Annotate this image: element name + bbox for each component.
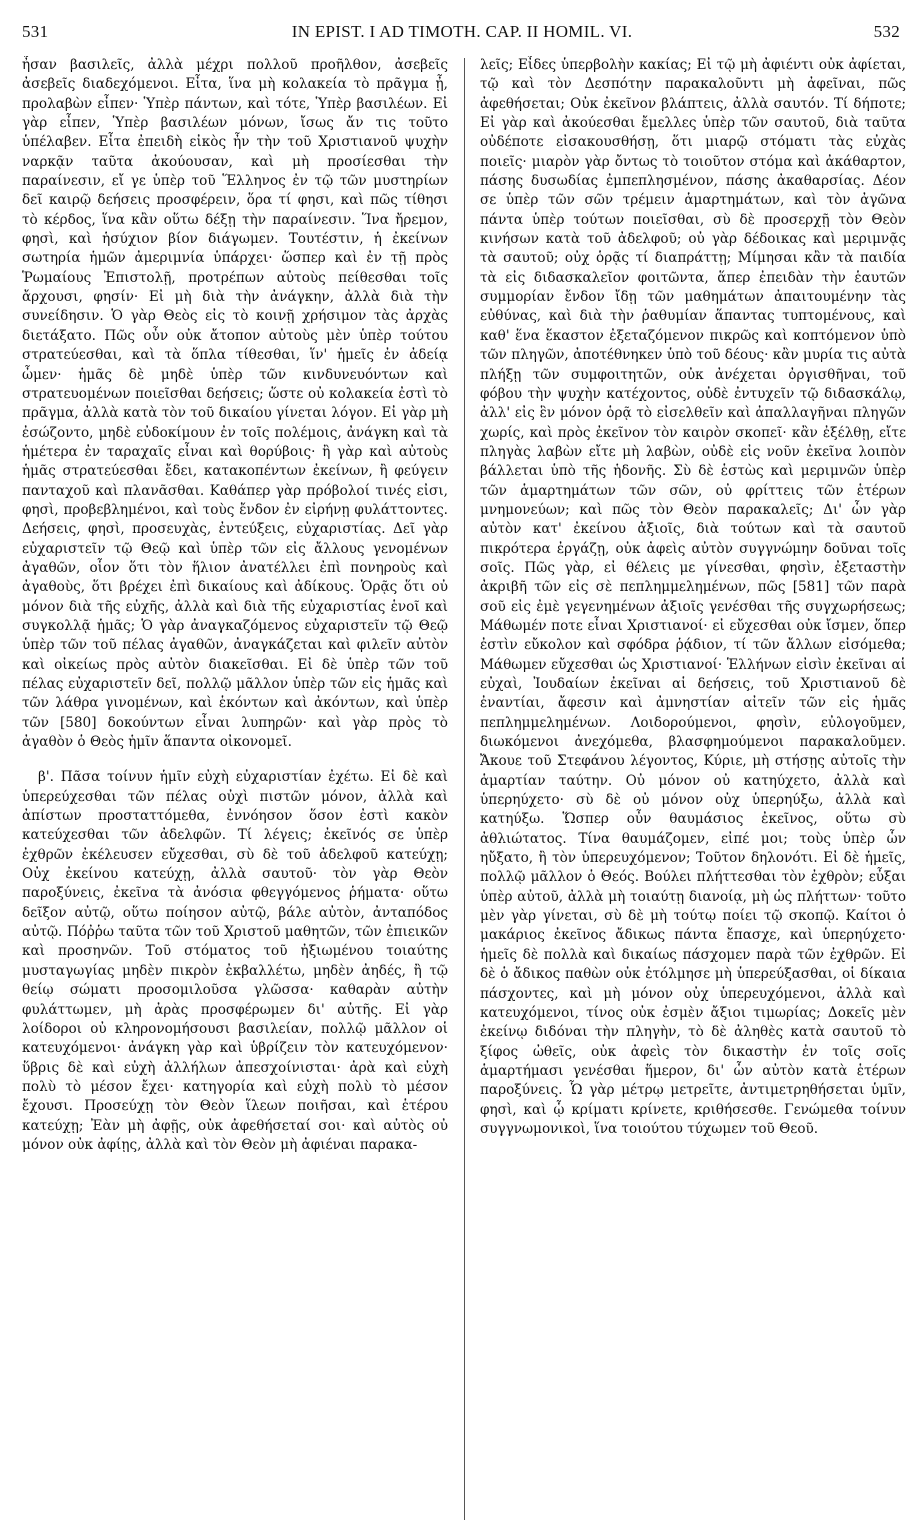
left-paragraph-1: ἦσαν βασιλεῖς, ἀλλὰ μέχρι πολλοῦ προῆλθον, ἀσεβεῖς ἀσεβεῖς διαδεχόμενοι. Εἶτα, ἵνα μὴ κολακεία τὸ πρᾶγμα ᾖ, προλαβὼν εἶπεν· Ὑπὲρ πάντων, καὶ τότε, Ὑπὲρ βασιλέων. Εἰ γὰρ εἶπεν, Ὑπὲρ βασιλέων μόνων, ἴσως ἄν τις τοῦτο ὑπέλαβεν. Εἶτα ἐπειδὴ εἰκὸς ἦν τὴν τοῦ Χριστιανοῦ ψυχὴν ναρκᾷν ταῦτα ἀκούουσαν, καὶ μὴ προσίεσθαι τὴν παραίνεσιν, εἴ γε ὑπὲρ τοῦ Ἕλληνος ἐν τῷ τῶν μυστηρίων δεῖ καιρῷ δεήσεις προσφέρειν, ὅρα τί φησι, καὶ πῶς τίθησι τὸ κέρδος, ἵνα κἂν οὕτω δέξῃ τὴν παραίνεσιν. Ἵνα ἤρεμον, φησὶ, καὶ ἡσύχιον βίον διάγωμεν. Τουτέστιν, ἡ ἐκείνων σωτηρία ἡμῶν ἀμεριμνία ὑπάρχει· ὥσπερ καὶ ἐν τῇ πρὸς Ῥωμαίους Ἐπιστολῇ, προτρέπων αὐτοὺς πείθεσθαι τοῖς ἄρχουσι, φησίν· Εἰ μὴ διὰ τὴν ἀνάγκην, ἀλλὰ διὰ τὴν συνείδησιν. Ὁ γὰρ Θεὸς εἰς τὸ κοινῇ χρήσιμον τὰς ἀρχὰς διετάξατο. Πῶς οὖν οὐκ ἄτοπον αὐτοὺς μὲν ὑπὲρ τούτου στρατεύεσθαι, καὶ τὰ ὅπλα τίθεσθαι, ἵν' ἡμεῖς ἐν ἀδείᾳ ὦμεν· ἡμᾶς δὲ μηδὲ ὑπὲρ τῶν κινδυνευόντων καὶ στρατευομένων ποιεῖσθαι δεήσεις; ὥστε οὐ κολακεία ἐστὶ τὸ πρᾶγμα, ἀλλὰ κατὰ τὸν τοῦ δικαίου γίνεται λόγον. Εἰ γὰρ μὴ ἐσώζοντο, μηδὲ εὐδοκίμουν ἐν τοῖς πολέμοις, ἀνάγκη καὶ τὰ ἡμέτερα ἐν ταραχαῖς εἶναι καὶ θορύβοις· ἢ γὰρ καὶ αὐτοὺς ἡμᾶς στρατεύεσθαι ἔδει, κατακοπέντων ἐκείνων, ἢ φεύγειν πανταχοῦ καὶ πλανᾶσθαι. Καθάπερ γὰρ πρόβολοί τινές εἰσι, φησὶ, προβεβλημένοι, καὶ τοὺς ἔνδον ἐν εἰρήνῃ φυλάττοντες. Δεήσεις, φησὶ, προσευχὰς, ἐντεύξεις, εὐχαριστίας. Δεῖ γὰρ εὐχαριστεῖν τῷ Θεῷ καὶ ὑπὲρ τῶν εἰς ἄλλους γενομένων ἀγαθῶν, οἷον ὅτι τὸν ἥλιον ἀνατέλλει ἐπὶ πονηροὺς καὶ ἀγαθοὺς, ὅτι βρέχει ἐπὶ δικαίους καὶ ἀδίκους. Ὁρᾷς ὅτι οὐ μόνον διὰ τῆς εὐχῆς, ἀλλὰ καὶ διὰ τῆς εὐχαριστίας ἑνοῖ καὶ συγκολλᾷ ἡμᾶς; Ὁ γὰρ ἀναγκαζόμενος εὐχαριστεῖν τῷ Θεῷ ὑπὲρ τῶν τοῦ πέλας ἀγαθῶν, ἀναγκάζεται καὶ φιλεῖν αὐτὸν καὶ οἰκείως πρὸς αὐτὸν διακεῖσθαι. Εἰ δὲ ὑπὲρ τῶν τοῦ πέλας εὐχαριστεῖν δεῖ, πολλῷ μᾶλλον ὑπὲρ τῶν εἰς ἡμᾶς καὶ τῶν λάθρα γινομένων, καὶ ἑκόντων καὶ ἀκόντων, καὶ ὑπὲρ τῶν [580] δοκούντων εἶναι λυπηρῶν· καὶ γὰρ πρὸς τὸ ἀγαθὸν ὁ Θεὸς ἡμῖν ἅπαντα οἰκονομεῖ. bbox=[22, 57, 448, 751]
page bbox=[18, 22, 906, 1522]
left-column bbox=[22, 56, 448, 1522]
column-divider bbox=[464, 58, 465, 1520]
page-number-left: 531 bbox=[22, 22, 49, 41]
left-paragraph-2: β'. Πᾶσα τοίνυν ἡμῖν εὐχὴ εὐχαριστίαν ἐχέτω. Εἰ δὲ καὶ ὑπερεύχεσθαι τῶν πέλας οὐχὶ πιστῶν μόνον, ἀλλὰ καὶ ἀπίστων προσταττόμεθα, ἐννόησον ὅσον ἐστὶ κακὸν κατεύχεσθαι τῶν ἀδελφῶν. Τί λέγεις; ἐκεῖνός σε ὑπὲρ ἐχθρῶν ἐκέλευσεν εὔχεσθαι, σὺ δὲ τοῦ ἀδελφοῦ κατεύχῃ; Οὐχ ἐκείνου κατεύχῃ, ἀλλὰ σαυτοῦ· τὸν γὰρ Θεὸν παροξύνεις, ἐκεῖνα τὰ ἀνόσια φθεγγόμενος ῥήματα· οὕτω δεῖξον αὐτῷ, οὕτω ποίησον αὐτῷ, βάλε αὐτὸν, ἀνταπόδος αὐτῷ. Πόῤῥω ταῦτα τῶν τοῦ Χριστοῦ μαθητῶν, τῶν ἐπιεικῶν καὶ πρoσηνῶν. Τοῦ στόματος τοῦ ἠξιωμένου τοιαύτης μυσταγωγίας μηδὲν πικρὸν ἐκβαλλέτω, μηδὲν ἀηδές, ἢ τῷ θείῳ σώματι προσομιλοῦσα γλῶσσα· καθαρὰν αὐτὴν φυλάττωμεν, μὴ ἀρὰς προσφέρωμεν δι' αὐτῆς. Εἰ γὰρ λοίδοροι οὐ κληρονομήσουσι βασιλείαν, πολλῷ μᾶλλον οἱ κατευχόμενοι· ἀνάγκη γὰρ καὶ ὑβρίζειν τὸν κατευχόμενον· ὕβρις δὲ καὶ εὐχὴ ἀλλήλων ἀπεσχοίνισται· ἀρὰ καὶ εὐχὴ πολὺ τὸ μέσον ἔχει· κατηγορία καὶ εὐχὴ πολὺ τὸ μέσον ἔχουσι. Προσεύχῃ τὸν Θεὸν ἵλεων ποιῆσαι, καὶ ἑτέρου κατεύχῃ; Ἐὰν μὴ ἀφῇς, οὐκ ἀφεθήσεταί σοι· καὶ αὐτὸς οὐ μόνον οὐκ ἀφίῃς, ἀλλὰ καὶ τὸν Θεὸν μὴ ἀφιέναι παρακα- bbox=[22, 769, 448, 1153]
right-paragraph-1: λεῖς; Εἶδες ὑπερβολὴν κακίας; Εἰ τῷ μὴ ἀφιέντι οὐκ ἀφίεται, τῷ καὶ τὸν Δεσπότην παρακαλοῦντι μὴ ἀφεῖναι, πῶς ἀφεθήσεται; Οὐκ ἐκεῖνον βλάπτεις, ἀλλὰ σαυτόν. Τί δήποτε; Εἰ γὰρ καὶ ἀκούεσθαι ἔμελλες ὑπὲρ τῶν σαυτοῦ, διὰ ταῦτα οὐδέποτε εἰσακουσθήσῃ, ὅτι μιαρῷ στόματι τὰς εὐχὰς ποιεῖς· μιαρὸν γὰρ ὄντως τὸ τοιοῦτον στόμα καὶ ἀκάθαρτον, πάσης δυσωδίας ἐμπεπλησμένον, πάσης ἀκαθαρσίας. Δέον σε ὑπὲρ τῶν σῶν τρέμειν ἁμαρτημάτων, καὶ τὸν ἀγῶνα πάντα ὑπὲρ τούτων ποιεῖσθαι, σὺ δὲ προσερχῇ τὸν Θεὸν κινήσων κατὰ τοῦ ἀδελφοῦ; οὐ γὰρ δέδοικας καὶ μεριμνᾷς τὰ σαυτοῦ; οὐχ ὁρᾷς τί διαπράττῃ; Μίμησαι κἂν τὰ παιδία τὰ εἰς διδασκαλεῖον φοιτῶντα, ἅπερ ἐπειδὰν τὴν ἑαυτῶν συμμορίαν ἔνδον ἴδῃ τῶν μαθημάτων ἀπαιτουμένην τὰς εὐθύνας, καὶ διὰ τὴν ῥαθυμίαν ἅπαντας τυπτομένους, καὶ καθ' ἕνα ἕκαστον ἐξεταζόμενον πικρῶς καὶ κοπτόμενον ὑπὸ τῶν πληγῶν, ἀποτέθνηκεν ὑπὸ τοῦ δέους· κἂν μυρία τις αὐτὰ πλήξῃ τῶν συμφοιτητῶν, οὐκ ἀνέχεται ὀργισθῆναι, τοῦ φόβου τὴν ψυχὴν κατέχοντος, οὐδὲ ἐντυχεῖν τῷ διδασκάλῳ, ἀλλ' εἰς ἓν μόνον ὁρᾷ τὸ εἰσελθεῖν καὶ ἀπαλλαγῆναι πληγῶν χωρίς, καὶ πρὸς ἐκεῖνον τὸν καιρὸν σκοπεῖ· κἂν ἐξέλθῃ, εἴτε πληγὰς λαβὼν εἴτε μὴ λαβὼν, οὐδὲ εἰς νοῦν ἐκεῖνα λοιπὸν βάλλεται ὑπὸ τῆς ἡδονῆς. Σὺ δὲ ἑστὼς καὶ μεριμνῶν ὑπὲρ τῶν ἁμαρτημάτων τῶν σῶν, οὐ φρίττεις τῶν ἑτέρων μνημονεύων; καὶ πῶς τὸν Θεὸν παρακαλεῖς; Δι' ὧν γὰρ αὐτὸν κατ' ἐκείνου ἀξιοῖς, διὰ τούτων καὶ τὰ σαυτοῦ πικρότερα ἐργάζῃ, οὐκ ἀφεὶς αὐτὸν συγγνώμην δοῦναι τοῖς σοῖς. Πῶς γὰρ, εἰ θέλεις με γίνεσθαι, φησὶν, ἐξεταστὴν ἀκριβῆ τῶν εἰς σὲ πεπλημμελημένων, πῶς [581] τῶν παρὰ σοῦ εἰς ἐμὲ γεγενημένων ἀξιοῖς γενέσθαι τῆς συγχωρήσεως; Μάθωμέν ποτε εἶναι Χριστιανοί· εἰ εὔχεσθαι οὐκ ἴσμεν, ὅπερ ἐστὶν εὔκολον καὶ σφόδρα ῥᾴδιον, τί τῶν ἄλλων εἰσόμεθα; Μάθωμεν εὔχεσθαι ὡς Χριστιανοί· Ἑλλήνων εἰσὶν ἐκεῖναι αἱ εὐχαὶ, Ἰουδαίων ἐκεῖναι αἱ δεήσεις, τοῦ Χριστιανοῦ δὲ ἐναντίαι, ἄφεσιν καὶ ἀμνηστίαν αἰτεῖν τῶν εἰς ἡμᾶς πεπλημμελημένων. Λοιδορούμενοι, φησὶν, εὐλογοῦμεν, διωκόμενοι ἀνεχόμεθα, βλασφημούμενοι παρακαλοῦμεν. Ἄκουε τοῦ Στεφάνου λέγοντος, Κύριε, μὴ στήσῃς αὐτοῖς τὴν ἁμαρτίαν ταύτην. Οὐ μόνον οὐ κατηύχετο, ἀλλὰ καὶ ὑπερηύχετο· σὺ δὲ οὐ μόνον οὐχ ὑπερηύξω, ἀλλὰ καὶ κατηύξω. Ὥσπερ οὖν θαυμάσιος ἐκεῖνος, οὕτω σὺ ἀθλιώτατος. Τίνα θαυμάζομεν, εἰπέ μοι; τοὺς ὑπὲρ ὧν ηὔξατο, ἢ τὸν ὑπερευχόμενον; Τοῦτον δηλονότι. Εἰ δὲ ἡμεῖς, πολλῷ μᾶλλον ὁ Θεός. Βούλει πλήττεσθαι τὸν ἐχθρὸν; εὖξαι ὑπὲρ αὐτοῦ, ἀλλὰ μὴ τοιαύτῃ διανοίᾳ, μὴ ὡς πλήττων· τοῦτο μὲν γὰρ γίνεται, σὺ δὲ μὴ τούτῳ ποίει τῷ σκοπῷ. Καίτοι ὁ μακάριος ἐκεῖνος ἄδικως πάντα ἔπασχε, καὶ ὑπερηύχετο· ἡμεῖς δὲ πολλὰ καὶ δικαίως πάσχομεν παρὰ τῶν ἐχθρῶν. Εἰ δὲ ὁ ἄδικος παθὼν οὐκ ἐτόλμησε μὴ ὑπερεύξασθαι, οἱ δίκαια πάσχοντες, καὶ μὴ μόνον οὐχ ὑπερευχόμενοι, ἀλλὰ καὶ κατευχόμενοι, τίνος οὐκ ἐσμὲν ἄξιοι τιμωρίας; Δοκεῖς μὲν ἐκείνῳ διδόναι τὴν πληγὴν, τὸ δὲ ἀληθὲς κατὰ σαυτοῦ τὸ ξίφος ὠθεῖς, οὐκ ἀφεὶς τὸν δικαστὴν ἐν τοῖς σοῖς ἁμαρτήμασι γενέσθαι ἥμερον, δι' ὧν αὐτὸν κατὰ ἑτέρων παροξύνεις. Ὧ γὰρ μέτρῳ μετρεῖτε, ἀντιμετρηθήσεται ὑμῖν, φησὶ, καὶ ᾧ κρίματι κρίνετε, κριθήσεσθε. Γενώμεθα τοίνυν συγγνωμονικοὶ, ἵνα τοιούτου τύχωμεν τοῦ Θεοῦ. bbox=[480, 57, 906, 1137]
page-number-right: 532 bbox=[873, 22, 900, 41]
page-header bbox=[18, 22, 906, 52]
running-title: IN EPIST. I AD TIMOTH. CAP. II HOMIL. VI. bbox=[291, 22, 633, 41]
right-column bbox=[480, 56, 906, 1522]
